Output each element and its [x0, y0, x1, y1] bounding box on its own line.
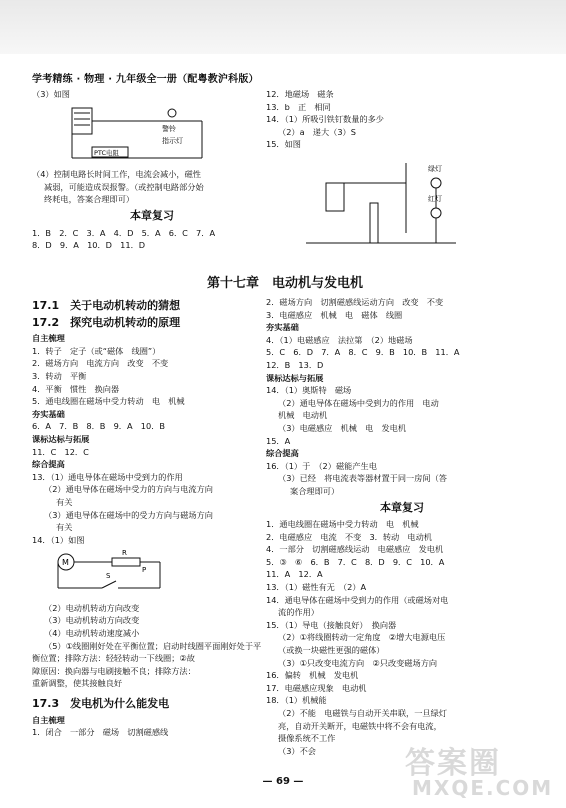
rheostat-icon — [112, 558, 140, 566]
text-line: 15．（1）导电（接触良好） 换向器 — [266, 619, 397, 630]
text-line: 2．电磁感应 电流 不变 3．转动 电动机 — [266, 531, 432, 542]
text-line: 14．（1）奥斯特 磁场 — [266, 385, 352, 396]
watermark-domain: MXQE.COM — [412, 776, 554, 800]
right-column-lower — [266, 296, 538, 757]
text-line: 2．磁场方向 电流方向 改变 不变 — [32, 358, 169, 369]
text-line: 12．地磁场 磁条 — [266, 89, 334, 99]
red-lamp-icon — [431, 208, 441, 218]
text-line: 3．转动 平衡 — [32, 370, 87, 381]
text-line: （3）电动机转动方向改变 — [44, 615, 140, 626]
section-title: 17.3 发电机为什么能发电 — [32, 697, 170, 711]
review-title: 本章复习 — [380, 500, 424, 514]
text-line: 13．（1）磁性有无 （2）A — [266, 582, 367, 593]
subheading: 夯实基础 — [266, 322, 299, 333]
text-line: 14．（1）如图 — [32, 534, 85, 545]
text-line: 4．一部分 切割磁感线运动 电磁感应 发电机 — [266, 544, 444, 555]
text-line: 摄像系统不工作 — [278, 733, 336, 744]
text-line: 15．如图 — [266, 139, 301, 150]
text-line: 障原因：换向器与电刷接触不良；排除方法： — [32, 665, 196, 676]
text-line: 11．C 12．C — [32, 446, 89, 457]
subheading: 自主梳理 — [32, 333, 65, 344]
text-line: 5．通电线圈在磁场中受力转动 电 机械 — [32, 396, 185, 407]
subheading: 自主梳理 — [32, 714, 65, 725]
subheading: 综合提高 — [266, 448, 299, 459]
coil-icon — [72, 108, 92, 134]
text-line: 13．b 正 相同 — [266, 101, 331, 112]
motor-circuit-diagram — [52, 548, 172, 596]
bell-label: 警铃 — [162, 124, 176, 133]
traffic-light-circuit-diagram — [286, 153, 476, 253]
bell-icon — [168, 109, 176, 117]
text-line: 案合理即可） — [290, 485, 340, 496]
text-line: 8．D 9．A 10．D 11．D — [32, 240, 146, 251]
text-line: （2）通电导体在磁场中受到力的作用 电动 — [278, 397, 439, 408]
text-line: 流的作用） — [278, 607, 319, 618]
chapter-title: 第十七章 电动机与发电机 — [206, 276, 363, 291]
text-line: 18．（1）机械能 — [266, 695, 327, 706]
text-line: （3）通电导体在磁场中的受力方向与磁场方向 — [44, 509, 213, 520]
text-line: （2）电动机转动方向改变 — [44, 602, 140, 613]
text-line: （5）①线圈刚好处在平衡位置；启动时线圈平面刚好处于平 — [44, 640, 262, 651]
text-line: （3）电磁感应 机械 电 发电机 — [278, 422, 407, 433]
text-line: （2）①将线圈转动一定角度 ②增大电源电压 — [278, 632, 446, 643]
text-line: （或换一块磁性更强的磁体） — [278, 645, 385, 656]
text-line: （4）电动机转动速度减小 — [44, 628, 140, 639]
text-line: 亮，自动开关断开，电磁铁中将不会有电流， — [278, 720, 442, 731]
text-line: 2．磁场方向 切割磁感线运动方向 改变 不变 — [266, 297, 444, 307]
text-line: 有关 — [56, 496, 73, 507]
thermometer-icon — [370, 203, 378, 243]
text-line: 15．A — [266, 435, 291, 446]
text-line: 5．C 6．D 7．A 8．C 9．B 10．B 11．A — [266, 347, 460, 358]
text-line: 衡位置；排除方法：轻轻转动一下线圈；②故 — [32, 653, 195, 664]
text-line: （2）通电导体在磁场中受力的方向与电流方向 — [44, 484, 213, 495]
text-line: 11．A 12．A — [266, 569, 323, 580]
text-line: 17．电磁感应现象 电动机 — [266, 682, 367, 693]
text-line: 1．B 2．C 3．A 4．D 5．A 6．C 7．A — [32, 227, 216, 238]
green-lamp-icon — [431, 178, 441, 188]
text-line: 有关 — [56, 522, 73, 533]
subheading: 综合提高 — [32, 459, 65, 470]
review-title: 本章复习 — [130, 208, 174, 222]
text-line: （2）a 递大（3）S — [278, 126, 356, 137]
text-line: 重新调整，使其接触良好 — [32, 678, 123, 689]
switch-label: S — [106, 572, 111, 581]
text-line: （3）不会 — [278, 745, 316, 756]
red-lamp-label: 红灯 — [428, 194, 442, 203]
text-line: 1．通电线圈在磁场中受力转动 电 机械 — [266, 519, 419, 530]
text-line: 5．③ ⑥ 6．B 7．C 8．D 9．C 10．A — [266, 556, 445, 567]
text-line: （3）①只改变电流方向 ②只改变磁场方向 — [278, 657, 438, 668]
text-line: 终耗电，答案合理即可） — [44, 194, 135, 205]
left-column — [32, 88, 272, 252]
left-column-lower — [32, 296, 272, 739]
subheading: 课标达标与拓展 — [32, 433, 90, 444]
green-lamp-label: 绿灯 — [428, 164, 442, 173]
switch-icon — [102, 581, 116, 588]
text-line: （3）已经 将电流表等器材置于同一房间（答 — [278, 473, 447, 484]
page-number: — 69 — — [262, 776, 304, 787]
subheading: 课标达标与拓展 — [266, 372, 324, 383]
slider-label: P — [142, 566, 147, 575]
text-line: 1．闭合 一部分 磁场 切割磁感线 — [32, 727, 169, 738]
page-header: 学考精练 · 物理 · 九年级全一册（配粤教沪科版） — [32, 74, 259, 85]
rheostat-label: R — [122, 549, 127, 558]
text-line: 1．转子 定子（或“磁体 线圈”） — [32, 345, 161, 356]
section-title: 17.2 探究电动机转动的原理 — [32, 315, 181, 329]
text-line: 13．（1）通电导体在磁场中受到力的作用 — [32, 471, 183, 482]
text-line: 6．A 7．B 8．B 9．A 10．B — [32, 421, 165, 432]
section-title: 17.1 关于电动机转动的猜想 — [32, 299, 181, 312]
light-label: 指示灯 — [162, 136, 183, 145]
motor-label: M — [62, 558, 69, 568]
text-line: 12．B 13．D — [266, 359, 324, 370]
top-band — [0, 0, 566, 54]
alarm-circuit-diagram — [52, 103, 222, 163]
text-line: 16．偏转 机械 发电机 — [266, 670, 359, 681]
text-line: （4）控制电路长时间工作，电流会减小，磁性 — [32, 169, 201, 180]
watermark-logo: 答案圈 — [405, 746, 501, 781]
text-line: （2）不能 电磁铁与自动开关串联，一旦绿灯 — [278, 708, 447, 718]
text-line: （3）如图 — [32, 89, 70, 99]
ptc-label: PTC电阻 — [94, 148, 120, 157]
text-line: 4．平衡 惯性 换向器 — [32, 383, 120, 394]
text-line: 4．（1）电磁感应 法拉第 （2）地磁场 — [266, 334, 413, 345]
text-line: 16．（1）于 （2）磁能产生电 — [266, 460, 377, 471]
text-line: 机械 电动机 — [278, 410, 328, 421]
text-line: 3．电磁感应 机械 电 磁体 线圈 — [266, 309, 403, 320]
electromagnet-icon — [326, 183, 344, 211]
text-line: 14．（1）所吸引铁钉数量的多少 — [266, 114, 384, 125]
text-line: 14．通电导体在磁场中受到力的作用（或磁场对电 — [266, 594, 449, 605]
subheading: 夯实基础 — [32, 408, 65, 419]
right-column-top — [266, 88, 538, 259]
text-line: 减弱，可能造成误报警。（或控制电路部分始 — [44, 181, 204, 192]
